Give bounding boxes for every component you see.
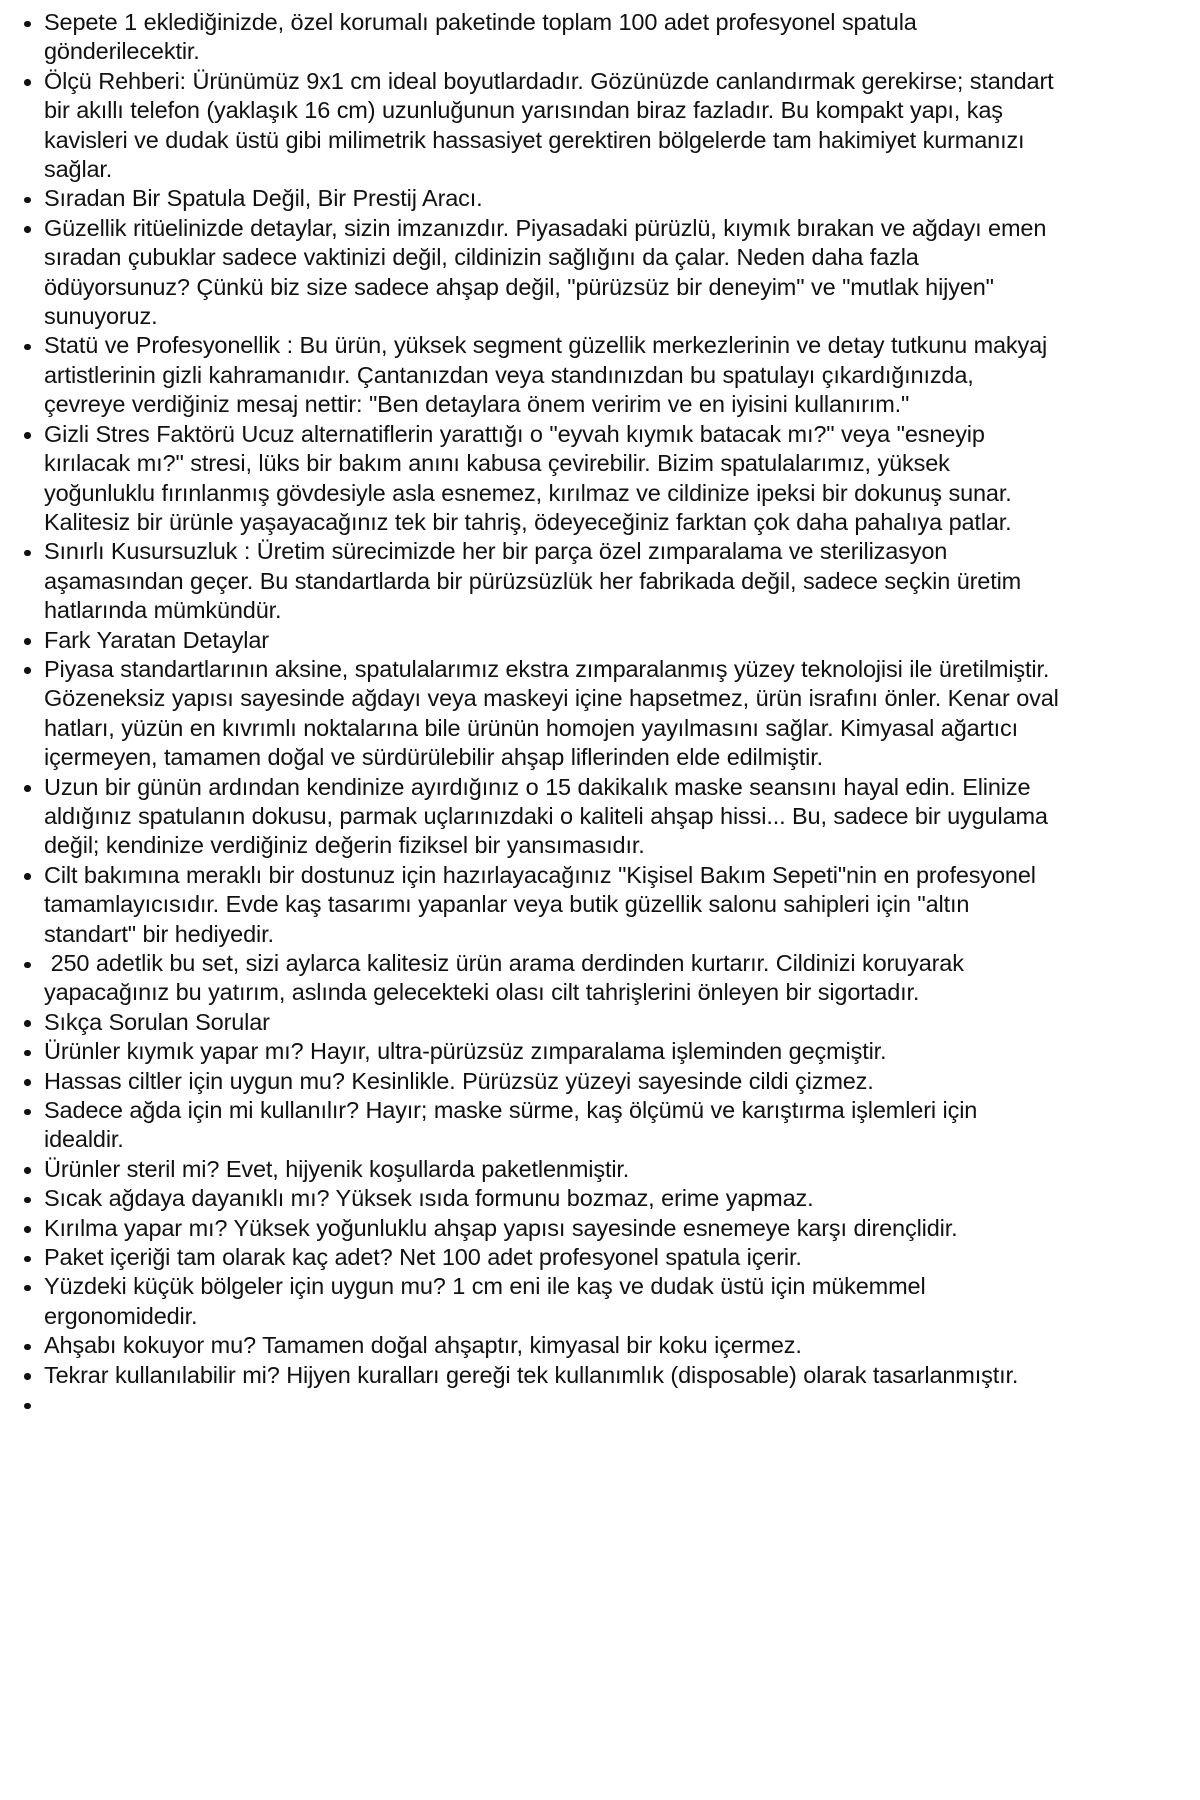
list-item-text: Sadece ağda için mi kullanılır? Hayır; maske sürme, kaş ölçümü ve karıştırma işlemleri için idealdir. — [44, 1097, 984, 1153]
list-item — [0, 420, 1060, 538]
list-item-text: Statü ve Profesyonellik : Bu ürün, yüksek segment güzellik merkezlerinin ve detay tutkunu makyaj artistlerinin gizli kahramanıdır. Çantanızdan veya standınızdan bu spatulayı çıkardığınızda, çevreye verdiğiniz mesaj nettir: "Ben detaylara önem veririm ve en iyisini kullanırım." — [44, 332, 1054, 418]
list-item — [0, 655, 1066, 773]
list-item-text: Uzun bir günün ardından kendinize ayırdığınız o 15 dakikalık maske seansını hayal edin. Elinize aldığınız spatulanın dokusu, parmak uçlarınızdaki o kaliteli ahşap hissi... Bu, sadece bir uygulama değil; kendinize verdiğiniz değerin fiziksel bir yansımasıdır. — [44, 773, 1055, 859]
list-item — [0, 8, 1060, 67]
list-item — [0, 214, 1060, 332]
list-item — [0, 184, 1060, 213]
list-item — [0, 861, 1060, 949]
list-item-text: Piyasa standartlarının aksine, spatulalarımız ekstra zımparalanmış yüzey teknolojisi ile üretilmiştir. Gözeneksiz yapısı sayesinde ağdayı veya maskeyi içine hapsetmez, ürün israfını önler. Kenar oval hatları, yüzün en kıvrımlı noktalarına bile ürünün homojen yayılmasını sağlar. Kimyasal ağartıcı içermeyen, tamamen doğal ve sürdürülebilir ahşap liflerinden elde edilmiştir. — [44, 655, 1066, 771]
list-item-text: Cilt bakımına meraklı bir dostunuz için hazırlayacağınız "Kişisel Bakım Sepeti"nin en profesyonel tamamlayıcısıdır. Evde kaş tasarımı yapanlar veya butik güzellik salonu sahipleri için "altın standart" bir hediyedir. — [44, 861, 1043, 947]
product-description-bullet-list — [0, 8, 1066, 1419]
list-item-text: Sıcak ağdaya dayanıklı mı? Yüksek ısıda formunu bozmaz, erime yapmaz. — [44, 1185, 814, 1212]
list-item — [0, 1243, 1060, 1272]
list-item-text: Ürünler kıymık yapar mı? Hayır, ultra-pürüzsüz zımparalama işleminden geçmiştir. — [44, 1038, 887, 1065]
list-item — [0, 1184, 1060, 1213]
list-item — [0, 1331, 1060, 1360]
list-item — [0, 1096, 1060, 1155]
list-item-text: Paket içeriği tam olarak kaç adet? Net 100 adet profesyonel spatula içerir. — [44, 1244, 802, 1271]
list-item-text: Fark Yaratan Detaylar — [44, 626, 269, 653]
list-item-text: Sepete 1 eklediğinizde, özel korumalı paketinde toplam 100 adet profesyonel spatula gönderilecektir. — [44, 9, 924, 65]
list-item-empty — [0, 1390, 1060, 1419]
list-item — [0, 1008, 1060, 1037]
list-item-text: Ürünler steril mi? Evet, hijyenik koşullarda paketlenmiştir. — [44, 1155, 630, 1182]
list-item — [0, 1155, 1060, 1184]
list-item-text: Güzellik ritüelinizde detaylar, sizin imzanızdır. Piyasadaki pürüzlü, kıymık bırakan ve ağdayı emen sıradan çubuklar sadece vaktinizi değil, cildinizin sağlığını da çalar. Neden daha fazla ödüyorsunuz? Çünkü biz size sadece ahşap değil, "pürüzsüz bir deneyim" ve "mutlak hijyen" sunuyoruz. — [44, 214, 1053, 330]
list-item-text: Kırılma yapar mı? Yüksek yoğunluklu ahşap yapısı sayesinde esnemeye karşı dirençlidir. — [44, 1214, 958, 1241]
list-item — [0, 1037, 1060, 1066]
list-item-text: Hassas ciltler için uygun mu? Kesinlikle. Pürüzsüz yüzeyi sayesinde cildi çizmez. — [44, 1067, 874, 1094]
list-item — [0, 1272, 1060, 1331]
list-item — [0, 67, 1060, 185]
list-item-text: Tekrar kullanılabilir mi? Hijyen kuralları gereği tek kullanımlık (disposable) olarak tasarlanmıştır. — [44, 1361, 1019, 1388]
list-item — [0, 773, 1060, 861]
list-item — [0, 626, 1060, 655]
list-item — [0, 537, 1060, 625]
list-item — [0, 1214, 1060, 1243]
list-item-text: Yüzdeki küçük bölgeler için uygun mu? 1 cm eni ile kaş ve dudak üstü için mükemmel ergonomidedir. — [44, 1273, 933, 1329]
list-item-text: Ölçü Rehberi: Ürünümüz 9x1 cm ideal boyutlardadır. Gözünüzde canlandırmak gerekirse; standart bir akıllı telefon (yaklaşık 16 cm) uzunluğunun yarısından biraz fazladır. Bu kompakt yapı, kaş kavisleri ve dudak üstü gibi milimetrik hassasiyet gerektiren bölgelerde tam hakimiyet kurmanızı sağlar. — [44, 67, 1061, 183]
list-item — [0, 331, 1060, 419]
list-item-text: Sıkça Sorulan Sorular — [44, 1008, 270, 1035]
list-item — [0, 949, 1060, 1008]
list-item-text: Sınırlı Kusursuzluk : Üretim sürecimizde her bir parça özel zımparalama ve sterilizasyon aşamasından geçer. Bu standartlarda bir pürüzsüzlük her fabrikada değil, sadece seçkin üretim hatlarında mümkündür. — [44, 538, 1028, 624]
list-item — [0, 1361, 1060, 1390]
list-item — [0, 1067, 1060, 1096]
list-item-text: 250 adetlik bu set, sizi aylarca kalitesiz ürün arama derdinden kurtarır. Cildinizi koruyarak yapacağınız bu yatırım, aslında gelecekteki olası cilt tahrişlerini önleyen bir sigortadır. — [44, 950, 971, 1006]
list-item-text: Ahşabı kokuyor mu? Tamamen doğal ahşaptır, kimyasal bir koku içermez. — [44, 1332, 802, 1359]
list-item-text: Sıradan Bir Spatula Değil, Bir Prestij Aracı. — [44, 185, 483, 212]
list-item-text: Gizli Stres Faktörü Ucuz alternatiflerin yarattığı o "eyvah kıymık batacak mı?" veya "esneyip kırılacak mı?" stresi, lüks bir bakım anını kabusa çevirebilir. Bizim spatulalarımız, yüksek yoğunluklu fırınlanmış gövdesiyle asla esnemez, kırılmaz ve cildinize ipeksi bir dokunuş sunar. Kalitesiz bir ürünle yaşayacağınız tek bir tahriş, ödeyeceğiniz farktan çok daha pahalıya patlar. — [44, 420, 1019, 535]
